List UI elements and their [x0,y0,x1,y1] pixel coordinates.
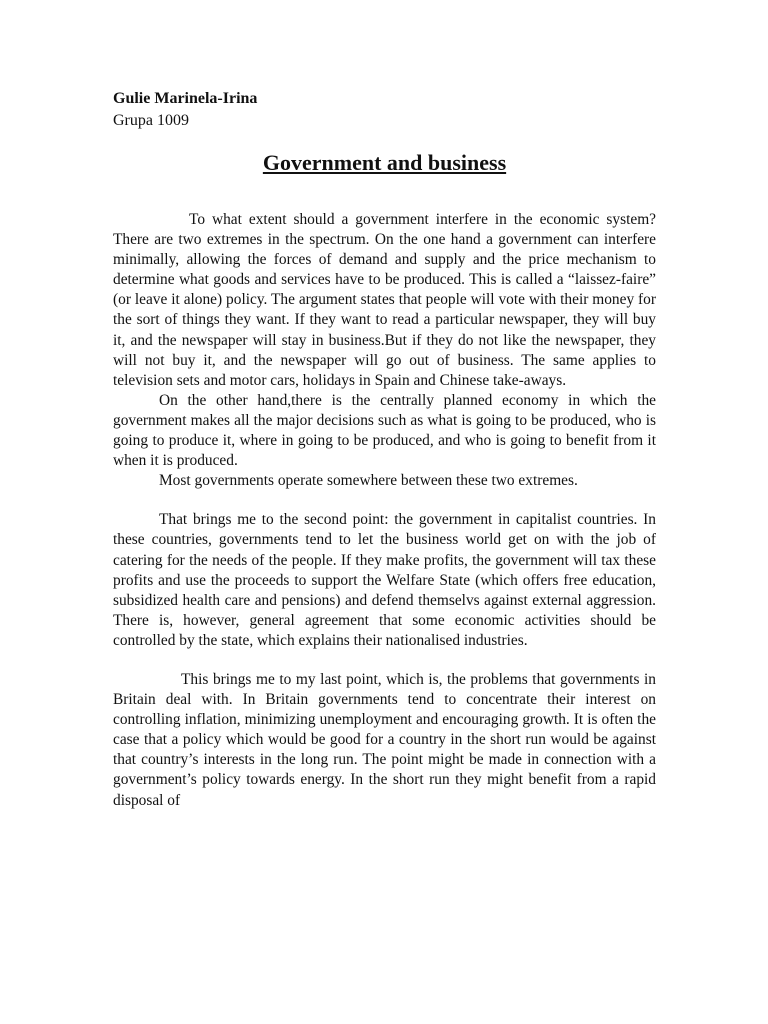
paragraph-middle-ground: Most governments operate somewhere between these two extremes. [159,472,578,490]
document-page [113,88,656,811]
author-name: Gulie Marinela-Irina [113,90,258,107]
document-title: Government and business [262,150,507,175]
paragraph-planned-economy: On the other hand,there is the centrally planned economy in which the government makes all the major decisions such as what is going to be produced, who is going to produce it, where in going to be produced, and who is going to benefit from it when it is produced. [113,391,656,470]
paragraph-intro: To what extent should a government interfere in the economic system? There are two extremes in the spectrum. On the one hand a government can interfere minimally, allowing the forces of demand and supply and the price mechanism to determine what goods and services have to be produced. This is called a “laissez-faire” (or leave it alone) policy. The argument states that people will vote with their money for the sort of things they want. If they want to read a particular newspaper, they will buy it, and the newspaper will stay in business.But if they do not like the newspaper, they will not buy it, and the newspaper will go out of business. The same applies to television sets and motor cars, holidays in Spain and Chinese take-aways. [113,211,656,389]
paragraph-britain: This brings me to my last point, which is, the problems that governments in Britain deal with. In Britain governments tend to concentrate their interest on controlling inflation, minimizing unemployment and encouraging growth. It is often the case that a policy which would be good for a country in the short run would be against that country’s interests in the long run. The point might be made in connection with a government’s policy towards energy. In the short run they might benefit from a rapid disposal of [113,670,656,809]
group-label: Grupa 1009 [113,112,189,129]
paragraph-capitalist-countries: That brings me to the second point: the government in capitalist countries. In these countries, governments tend to let the business world get on with the job of catering for the needs of the people. If they make profits, the government will tax these profits and use the proceeds to support the Welfare State (which offers free education, subsidized health care and pensions) and defend themselvs against external aggression. There is, however, general agreement that some economic activities should be controlled by the state, which explains their nationalised industries. [113,511,656,649]
